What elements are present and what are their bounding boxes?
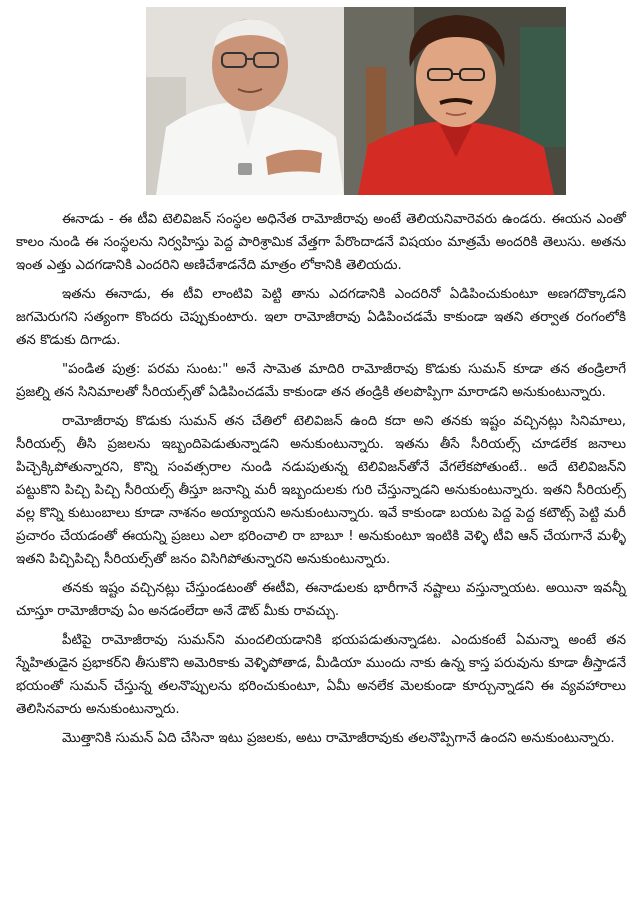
article-paragraph-1: ఈనాడు - ఈ టీవి టెలివిజన్ సంస్థల అధినేత రామోజీరావు అంటే తెలియనివారెవరు ఉండరు. ఈయన ఎంతో కాలం నుండి ఈ సంస్థలను నిర్వహిస్తు పెద్ద పారిశ్రామిక వేత్తగా పేరొందాడనే విషయం మాత్రమే అందరికి తెలుసు. అతను ఇంత ఎత్తు ఎదగడానికి ఎందరిని అణిచేశాడనేది మాత్రం లోకానికి తెలియదు. [16,212,626,273]
elderly-man-portrait-icon [146,7,344,195]
right-portrait-image [344,7,566,195]
article-body [16,208,626,756]
man-red-shirt-portrait-icon [344,7,566,195]
article-paragraph-6: పీటిపై రామోజీరావు సుమన్‌ని మందలియడానికి భయపడుతున్నాడట. ఎందుకంటే ఏమన్నా అంటే తన స్నేహితుడైన ప్రభాకర్‌ని తీసుకొని అమెరికాకు వెళ్ళిపోతాడ, మీడియా ముందు నాకు ఉన్న కాస్త పరువును కూడా తీస్తాడనే భయంతో సుమన్ చేస్తున్న తలనొప్పులను భరించుకుంటూ, ఏమీ అనలేక మెలకుండా కూర్చున్నాడని ఈ వ్యవహారాలు తెలిసినవారు అనుకుంటున్నారు. [16,633,626,717]
article-paragraph-7: మొత్తానికి సుమన్ ఏది చేసినా ఇటు ప్రజలకు, అటు రామోజీరావుకు తలనొప్పిగానే ఉందని అనుకుంటున్నారు. [62,731,615,746]
header-photos [146,7,566,195]
article-paragraph-3: "పండిత పుత్ర: పరమ సుంట:" అనే సామెత మాదిరి రామోజీరావు కొడుకు సుమన్ కూడా తన తండ్రిలాగే ప్రజల్ని తన సినిమాలతో సీరియల్స్‌తో ఏడిపించడమే కాకుండా తన తండ్రికి తలపొప్పిగా మారాడని అనుకుంటున్నారు. [16,362,626,400]
article-paragraph-4: రామోజీరావు కొడుకు సుమన్ తన చేతిలో టెలివిజన్ ఉంది కదా అని తనకు ఇష్టం వచ్చినట్లు సినిమాలు, సీరియల్స్ తీసి ప్రజలను ఇబ్బందిపెడుతున్నాడని అనుకుంటున్నారు. ఇతను తీసే సీరియల్స్ చూడలేక జనాలు పిచ్చెక్కిపోతున్నారని, కొన్ని సంవత్సరాల నుండి నడుపుతున్న టెలివిజన్‌తోనే వేగలేకపోతుంటే.. అదే టెలివిజన్‌ని పట్టుకొని పిచ్చి పిచ్చి సీరియల్స్ తీస్తూ జనాన్ని మరీ ఇబ్బందులకు గురి చేస్తున్నాడని అనుకుంటున్నారు. ఇతని సీరియల్స్ వల్ల కొన్ని కుటుంబాలు కూడా నాశనం అయ్యాయని అనుకుంటున్నారు. ఇవే కాకుండా బయట పెద్ద పెద్ద కటౌట్స్ పెట్టి మరీ ప్రచారం చేయడంతో ఈయన్ని ప్రజలు ఎలా భరించాలి రా బాబూ ! అనుకుంటూ ఇంటికి వెళ్ళి టీవి ఆన్ చేయగానే మళ్ళీ ఇతని పిచ్చిపిచ్చి సీరియల్స్‌తో జనం విసిగిపోతున్నారని అనుకుంటున్నారు. [16,414,626,567]
article-paragraph-5: తనకు ఇష్టం వచ్చినట్లు చేస్తుండటంతో ఈటీవి, ఈనాడులకు భారీగానే నష్టాలు వస్తున్నాయట. అయినా ఇవన్నీ చూస్తూ రామోజీరావు ఏం అనడంలేదా అనే డౌట్ మీకు రావచ్చు. [16,581,626,619]
left-portrait-image [146,7,344,195]
article-paragraph-2: ఇతను ఈనాడు, ఈ టీవి లాంటివి పెట్టి తాను ఎదగడానికి ఎందరినో ఏడిపించుకుంటూ అణగదొక్కాడని జగమెరుగని సత్యంగా కొందరు చెప్పుకుంటారు. ఇలా రామోజీరావు ఏడిపించడమే కాకుండా ఇతని తర్వాత రంగంలోకి తన కొడుకు దిగాడు. [16,287,626,348]
